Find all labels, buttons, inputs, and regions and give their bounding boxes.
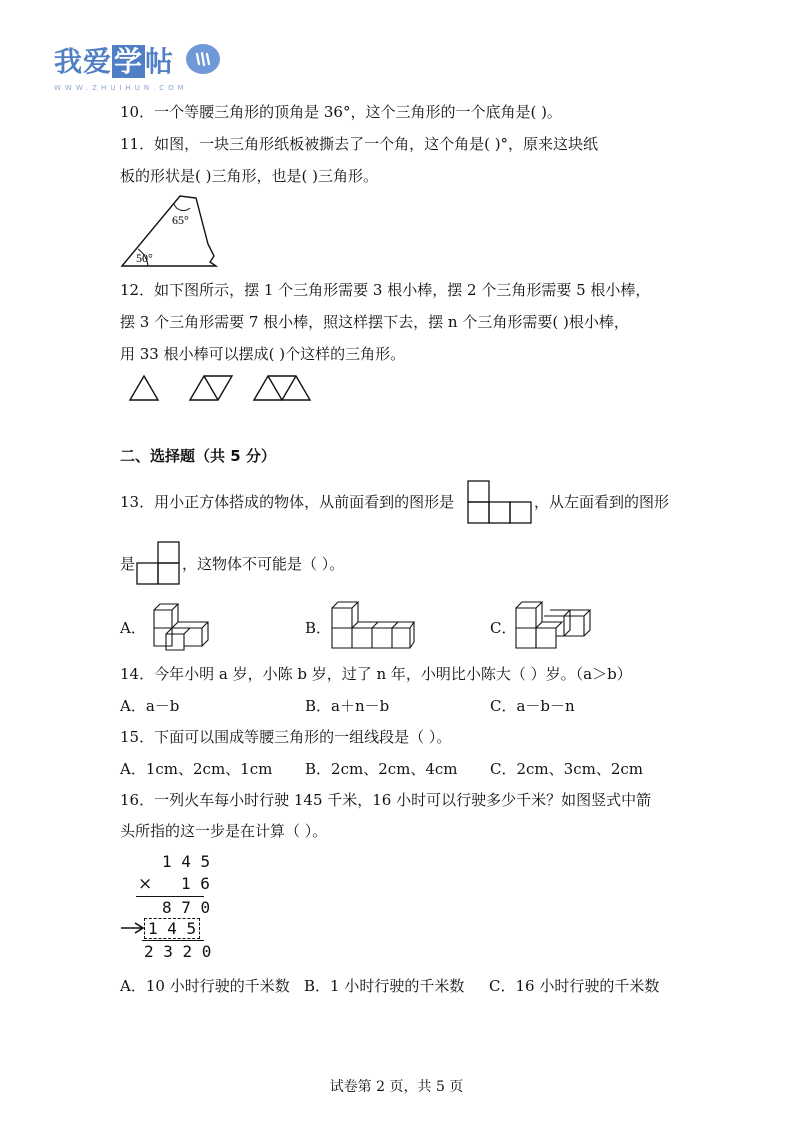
- calc-row-16: 1 6: [181, 874, 210, 893]
- calc-rule-1: [136, 896, 204, 897]
- q16-option-a[interactable]: A．10 小时行驶的千米数: [120, 977, 290, 995]
- q15-option-a[interactable]: A．1cm、2cm、1cm: [120, 760, 273, 778]
- angle-50-label: 50°: [136, 251, 153, 265]
- question-14: 14．今年小明 a 岁，小陈 b 岁，过了 n 年，小明比小陈大（ ）岁。（a＞b）: [120, 665, 632, 683]
- page-footer: 试卷第 2 页，共 5 页: [329, 1079, 464, 1095]
- question-13-part3: 是: [120, 555, 136, 573]
- torn-triangle-figure: [118, 192, 220, 270]
- question-13-part4: ，这物体不可能是（ ）。: [182, 555, 345, 573]
- logo-text-2: 学: [114, 45, 144, 78]
- calc-row-145: 1 4 5: [162, 852, 211, 871]
- question-11-line2: 板的形状是( )三角形，也是( )三角形。: [120, 167, 378, 185]
- site-logo: [54, 40, 174, 80]
- calc-row-2320: 2 3 2 0: [144, 942, 212, 961]
- q14-option-c[interactable]: C．a－b－n: [490, 697, 575, 715]
- q13-option-b-cubes: [330, 598, 416, 652]
- question-15: 15．下面可以围成等腰三角形的一组线段是（ ）。: [120, 728, 452, 746]
- q13-option-a-label[interactable]: A．: [120, 619, 146, 637]
- calc-row-145-boxed: 1 4 5: [144, 918, 200, 939]
- q14-option-b[interactable]: B．a＋n－b: [305, 697, 390, 715]
- question-16-line2: 头所指的这一步是在计算（ ）。: [120, 822, 328, 840]
- question-12-line3: 用 33 根小棒可以摆成( )个这样的三角形。: [120, 345, 406, 363]
- calc-times-sign: ×: [138, 874, 153, 894]
- arrow-icon: [120, 920, 146, 940]
- question-16-line1: 16．一列火车每小时行驶 145 千米，16 小时可以行驶多少千米？如图竖式中箭: [120, 791, 652, 809]
- q13-option-c-label[interactable]: C．: [490, 619, 517, 637]
- angle-65-label: 65°: [172, 213, 189, 227]
- section-2-heading: 二、选择题（共 5 分）: [120, 447, 276, 465]
- q14-option-a[interactable]: A．a－b: [120, 697, 180, 715]
- logo-url: WWW.ZHUIHUN.COM: [54, 84, 188, 92]
- front-view-figure: [467, 480, 533, 524]
- question-11-line1: 11．如图，一块三角形纸板被撕去了一个角，这个角是( )°，原来这块纸: [120, 135, 599, 153]
- q13-option-c-cubes: [514, 598, 600, 652]
- question-13-part2: ，从左面看到的图形: [534, 493, 670, 511]
- question-13-part1: 13．用小正方体搭成的物体，从前面看到的图形是: [120, 493, 455, 511]
- question-12-line2: 摆 3 个三角形需要 7 根小棒，照这样摆下去，摆 n 个三角形需要( )根小棒，: [120, 313, 629, 331]
- q15-option-b[interactable]: B．2cm、2cm、4cm: [305, 760, 458, 778]
- q16-option-b[interactable]: B．1 小时行驶的千米数: [304, 977, 465, 995]
- logo-text-1: 我爱: [54, 45, 113, 78]
- vertical-multiplication: [118, 850, 218, 965]
- calc-row-870: 8 7 0: [162, 898, 211, 917]
- logo-bubble-icon: [186, 44, 220, 74]
- q13-option-a-cubes: [150, 600, 222, 652]
- question-10: 10．一个等腰三角形的顶角是 36°，这个三角形的一个底角是( )。: [120, 103, 562, 121]
- stick-triangles-figure: [120, 370, 320, 404]
- q16-option-c[interactable]: C．16 小时行驶的千米数: [489, 977, 660, 995]
- logo-text-3: 帖: [145, 45, 175, 78]
- question-12-line1: 12．如下图所示，摆 1 个三角形需要 3 根小棒，摆 2 个三角形需要 5 根小棒，: [120, 281, 651, 299]
- q13-option-b-label[interactable]: B．: [305, 619, 332, 637]
- q15-option-c[interactable]: C．2cm、3cm、2cm: [490, 760, 643, 778]
- calc-rule-2: [142, 940, 204, 941]
- left-view-figure: [136, 541, 182, 585]
